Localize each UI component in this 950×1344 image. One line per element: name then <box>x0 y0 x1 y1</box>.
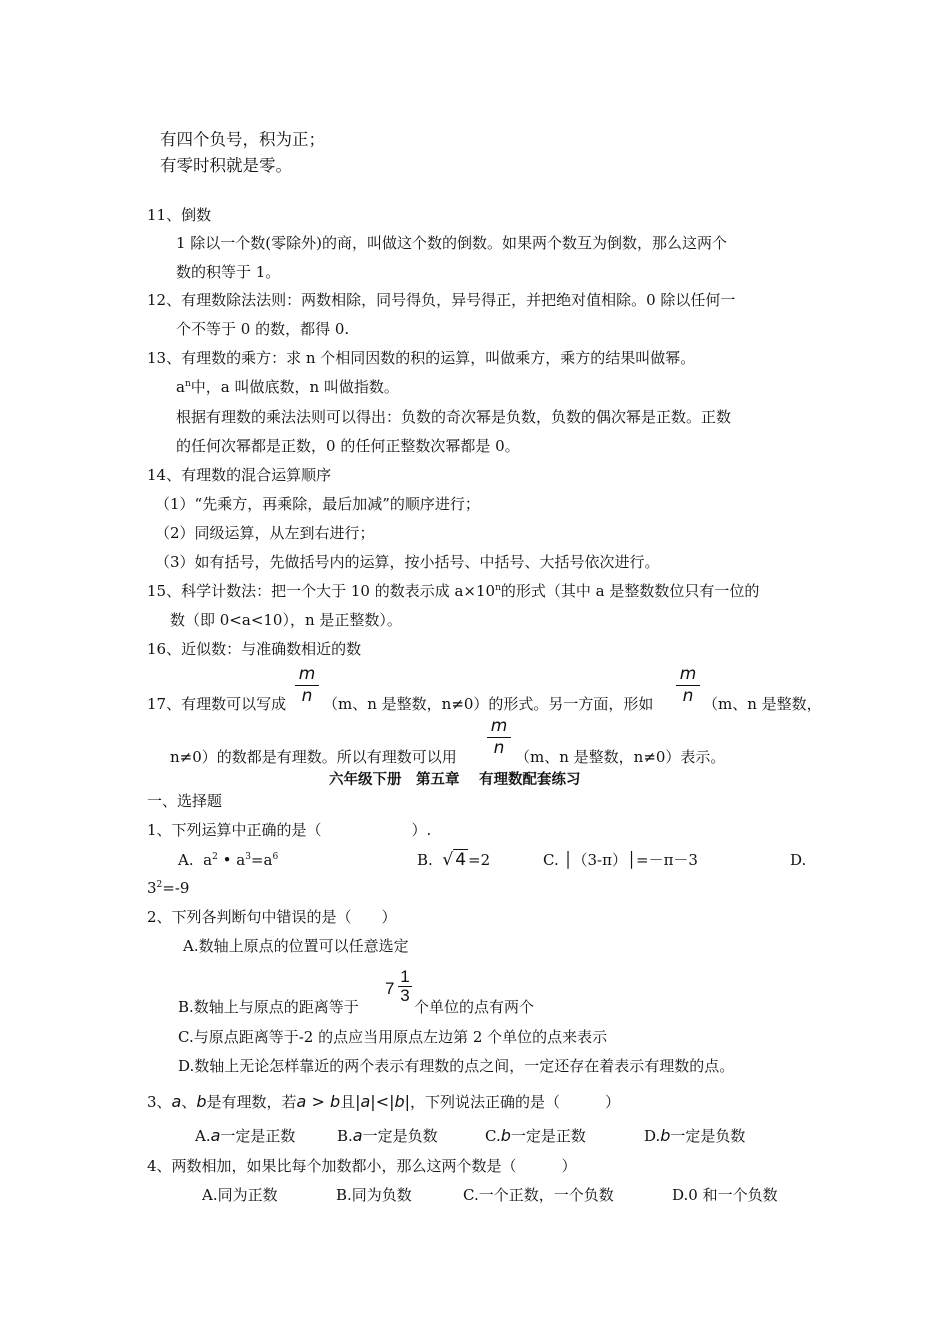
s11-heading: 11、倒数 <box>147 206 212 224</box>
q4-stem: 4、两数相加，如果比每个加数都小，那么这两个数是（ ） <box>147 1157 577 1175</box>
q1-option-a: A. $a^2$ • $a^3=a^6$ <box>178 851 279 869</box>
q2-option-b-1: B.数轴上与原点的距离等于 <box>178 998 359 1016</box>
q3-option-b: B.a一定是负数 <box>337 1126 438 1145</box>
s11-body-1: 1 除以一个数(零除外)的商，叫做这个数的倒数。如果两个数互为倒数，那么这两个 <box>176 234 728 252</box>
s14-item-3: （3）如有括号，先做括号内的运算，按小括号、中括号、大括号依次进行。 <box>155 553 660 571</box>
s17-line-2b: （m、n 是整数，n≠0）表示。 <box>515 748 726 766</box>
s11-body-2: 数的积等于 1。 <box>176 263 281 281</box>
s13-power-def: $a^n$中，a 叫做底数，n 叫做指数。 <box>176 378 399 396</box>
q1-option-c: C. │（3-π）│=－π－3 <box>543 851 698 869</box>
fraction-m-over-n: $\frac{m}{n}$ <box>295 664 319 706</box>
s17-part-3: （m、n 是整数， <box>703 695 822 713</box>
exercise-title: 六年级下册 第五章 有理数配套练习 <box>329 772 581 788</box>
q1-option-b: B. √ 4 =2 <box>417 850 491 870</box>
s14-heading: 14、有理数的混合运算顺序 <box>147 466 332 484</box>
sqrt-symbol: √ 4 <box>442 850 467 870</box>
q2-option-d: D.数轴上无论怎样靠近的两个表示有理数的点之间，一定还存在着表示有理数的点。 <box>178 1057 735 1075</box>
q4-option-d: D.0 和一个负数 <box>672 1186 778 1204</box>
q2-option-b-2: 个单位的点有两个 <box>414 998 535 1016</box>
s17-part-2: （m、n 是整数，n≠0）的形式。另一方面，形如 <box>323 695 654 713</box>
s12-line-1: 12、有理数除法法则：两数相除，同号得负，异号得正，并把绝对值相除。0 除以任何一 <box>147 291 736 309</box>
s17-line-2a: n≠0）的数都是有理数。所以有理数可以用 <box>170 748 457 766</box>
s13-body-2: 的任何次幂都是正数，0 的任何正整数次幂都是 0。 <box>176 437 520 455</box>
q3-option-d: D.b一定是负数 <box>644 1126 746 1145</box>
s15-line-2: 数（即 0<a<10），n 是正整数）。 <box>170 611 402 629</box>
s12-line-2: 个不等于 0 的数，都得 0. <box>176 320 350 338</box>
s14-item-1: （1）“先乘方，再乘除，最后加减”的顺序进行； <box>155 495 480 513</box>
s14-item-2: （2）同级运算，从左到右进行； <box>155 524 375 542</box>
mixed-fraction: 7 1 3 <box>385 968 415 1016</box>
q3-option-a: A.a一定是正数 <box>195 1126 296 1145</box>
q2-option-c: C.与原点距离等于-2 的点应当用原点左边第 2 个单位的点来表示 <box>178 1028 608 1046</box>
q2-option-a: A.数轴上原点的位置可以任意选定 <box>183 937 409 955</box>
q1-option-d-expr: $3^2=-9$ <box>147 879 190 897</box>
s17-part-1: 17、有理数可以写成 <box>147 695 287 713</box>
q1-option-d: D. <box>790 851 807 869</box>
abs-inequality: |a|<|b| <box>355 1092 411 1111</box>
section-choice-heading: 一、选择题 <box>147 792 223 810</box>
q1-stem: 1、下列运算中正确的是（ ）. <box>147 821 432 839</box>
s13-body-1: 根据有理数的乘法法则可以得出：负数的奇次幂是负数，负数的偶次幂是正数。正数 <box>176 408 732 426</box>
q2-stem: 2、下列各判断句中错误的是（ ） <box>147 908 397 926</box>
fraction-m-over-n: $\frac{m}{n}$ <box>676 664 700 706</box>
fraction-m-over-n: $\frac{m}{n}$ <box>487 716 511 758</box>
s15-line-1: 15、科学计数法：把一个大于 10 的数表示成 $a\times 10^n$的形式（其中 a 是整数数位只有一位的 <box>147 582 760 600</box>
intro-line-2: 有零时积就是零。 <box>160 156 292 175</box>
q4-option-c: C.一个正数，一个负数 <box>463 1186 614 1204</box>
q4-option-a: A.同为正数 <box>202 1186 278 1204</box>
s13-heading: 13、有理数的乘方：求 n 个相同因数的积的运算，叫做乘方，乘方的结果叫做幂。 <box>147 349 696 367</box>
q4-option-b: B.同为负数 <box>336 1186 412 1204</box>
intro-line-1: 有四个负号，积为正； <box>160 130 325 149</box>
q3-option-c: C.b一定是正数 <box>485 1126 586 1145</box>
s16-line: 16、近似数：与准确数相近的数 <box>147 640 362 658</box>
q3-stem: 3、a、b是有理数，若a > b且|a|<|b|，下列说法正确的是（ ） <box>147 1092 621 1111</box>
